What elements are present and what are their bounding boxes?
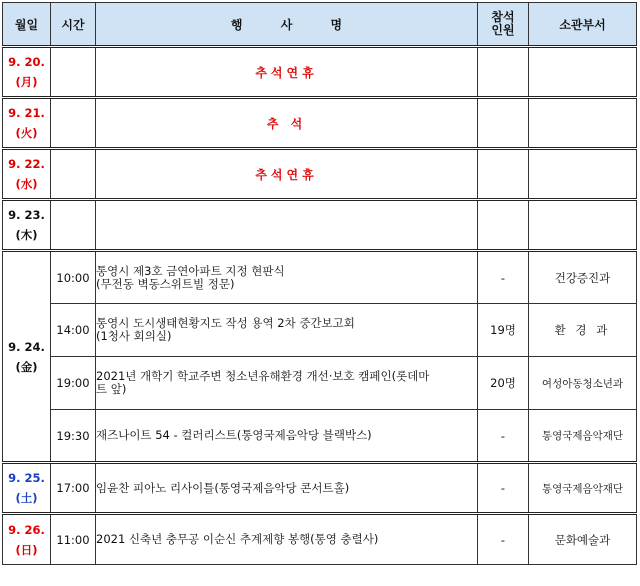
- time-cell: 10:00: [51, 251, 96, 304]
- dept-cell: [529, 200, 637, 251]
- attendance-cell: -: [478, 514, 529, 565]
- time-cell: [51, 149, 96, 200]
- table-row: [3, 304, 637, 357]
- time-cell: 19:30: [51, 410, 96, 463]
- table-row: [3, 514, 637, 565]
- attendance-cell: [478, 98, 529, 149]
- table-row: [3, 149, 637, 200]
- event-cell: 2021년 개학기 학교주변 청소년유해환경 개선·보호 캠페인(롯데마 트 앞): [96, 357, 478, 410]
- event-cell: 통영시 도시생태현황지도 작성 용역 2차 중간보고회 (1청사 회의실): [96, 304, 478, 357]
- event-cell: [96, 200, 478, 251]
- header-attendance: 참석 인원: [478, 3, 529, 47]
- attendance-cell: 19명: [478, 304, 529, 357]
- table-row: [3, 357, 637, 410]
- time-cell: [51, 200, 96, 251]
- time-cell: [51, 47, 96, 98]
- attendance-cell: -: [478, 410, 529, 463]
- dept-cell: [529, 149, 637, 200]
- header-row: [3, 3, 637, 47]
- header-event: 행 사 명: [96, 3, 478, 47]
- table-row: [3, 98, 637, 149]
- event-cell: 임윤찬 피아노 리사이틀(통영국제음악당 콘서트홀): [96, 463, 478, 514]
- dept-cell: [529, 98, 637, 149]
- holiday-label: 추 석: [96, 98, 478, 149]
- dept-cell: 환 경 과: [529, 304, 637, 357]
- table-row: [3, 410, 637, 463]
- dept-cell: 여성아동청소년과: [529, 357, 637, 410]
- date-cell: 9. 25. (土): [3, 463, 51, 514]
- time-cell: 19:00: [51, 357, 96, 410]
- table-row: [3, 47, 637, 98]
- date-cell: 9. 21. (火): [3, 98, 51, 149]
- schedule-table: [2, 2, 637, 565]
- attendance-cell: [478, 47, 529, 98]
- attendance-cell: [478, 149, 529, 200]
- table-row: [3, 463, 637, 514]
- dept-cell: 통영국제음악재단: [529, 410, 637, 463]
- time-cell: 17:00: [51, 463, 96, 514]
- header-date: 월일: [3, 3, 51, 47]
- dept-cell: [529, 47, 637, 98]
- header-dept: 소관부서: [529, 3, 637, 47]
- event-cell: 2021 신축년 충무공 이순신 추계제향 봉행(통영 충렬사): [96, 514, 478, 565]
- date-cell: 9. 22. (水): [3, 149, 51, 200]
- date-cell: 9. 20. (月): [3, 47, 51, 98]
- attendance-cell: -: [478, 463, 529, 514]
- date-cell: 9. 26. (日): [3, 514, 51, 565]
- table-row: [3, 251, 637, 304]
- event-cell: 재즈나이트 54 - 컬러리스트(통영국제음악당 블랙박스): [96, 410, 478, 463]
- dept-cell: 통영국제음악재단: [529, 463, 637, 514]
- attendance-cell: 20명: [478, 357, 529, 410]
- dept-cell: 문화예술과: [529, 514, 637, 565]
- holiday-label: 추석연휴: [96, 149, 478, 200]
- event-cell: 통영시 제3호 금연아파트 지정 현판식 (무전동 벽동스위트빌 정문): [96, 251, 478, 304]
- date-cell: 9. 24. (金): [3, 251, 51, 463]
- time-cell: 14:00: [51, 304, 96, 357]
- time-cell: 11:00: [51, 514, 96, 565]
- attendance-cell: -: [478, 251, 529, 304]
- date-cell: 9. 23. (木): [3, 200, 51, 251]
- holiday-label: 추석연휴: [96, 47, 478, 98]
- header-time: 시간: [51, 3, 96, 47]
- time-cell: [51, 98, 96, 149]
- schedule-table-wrapper: [2, 2, 637, 565]
- attendance-cell: [478, 200, 529, 251]
- table-row: [3, 200, 637, 251]
- dept-cell: 건강증진과: [529, 251, 637, 304]
